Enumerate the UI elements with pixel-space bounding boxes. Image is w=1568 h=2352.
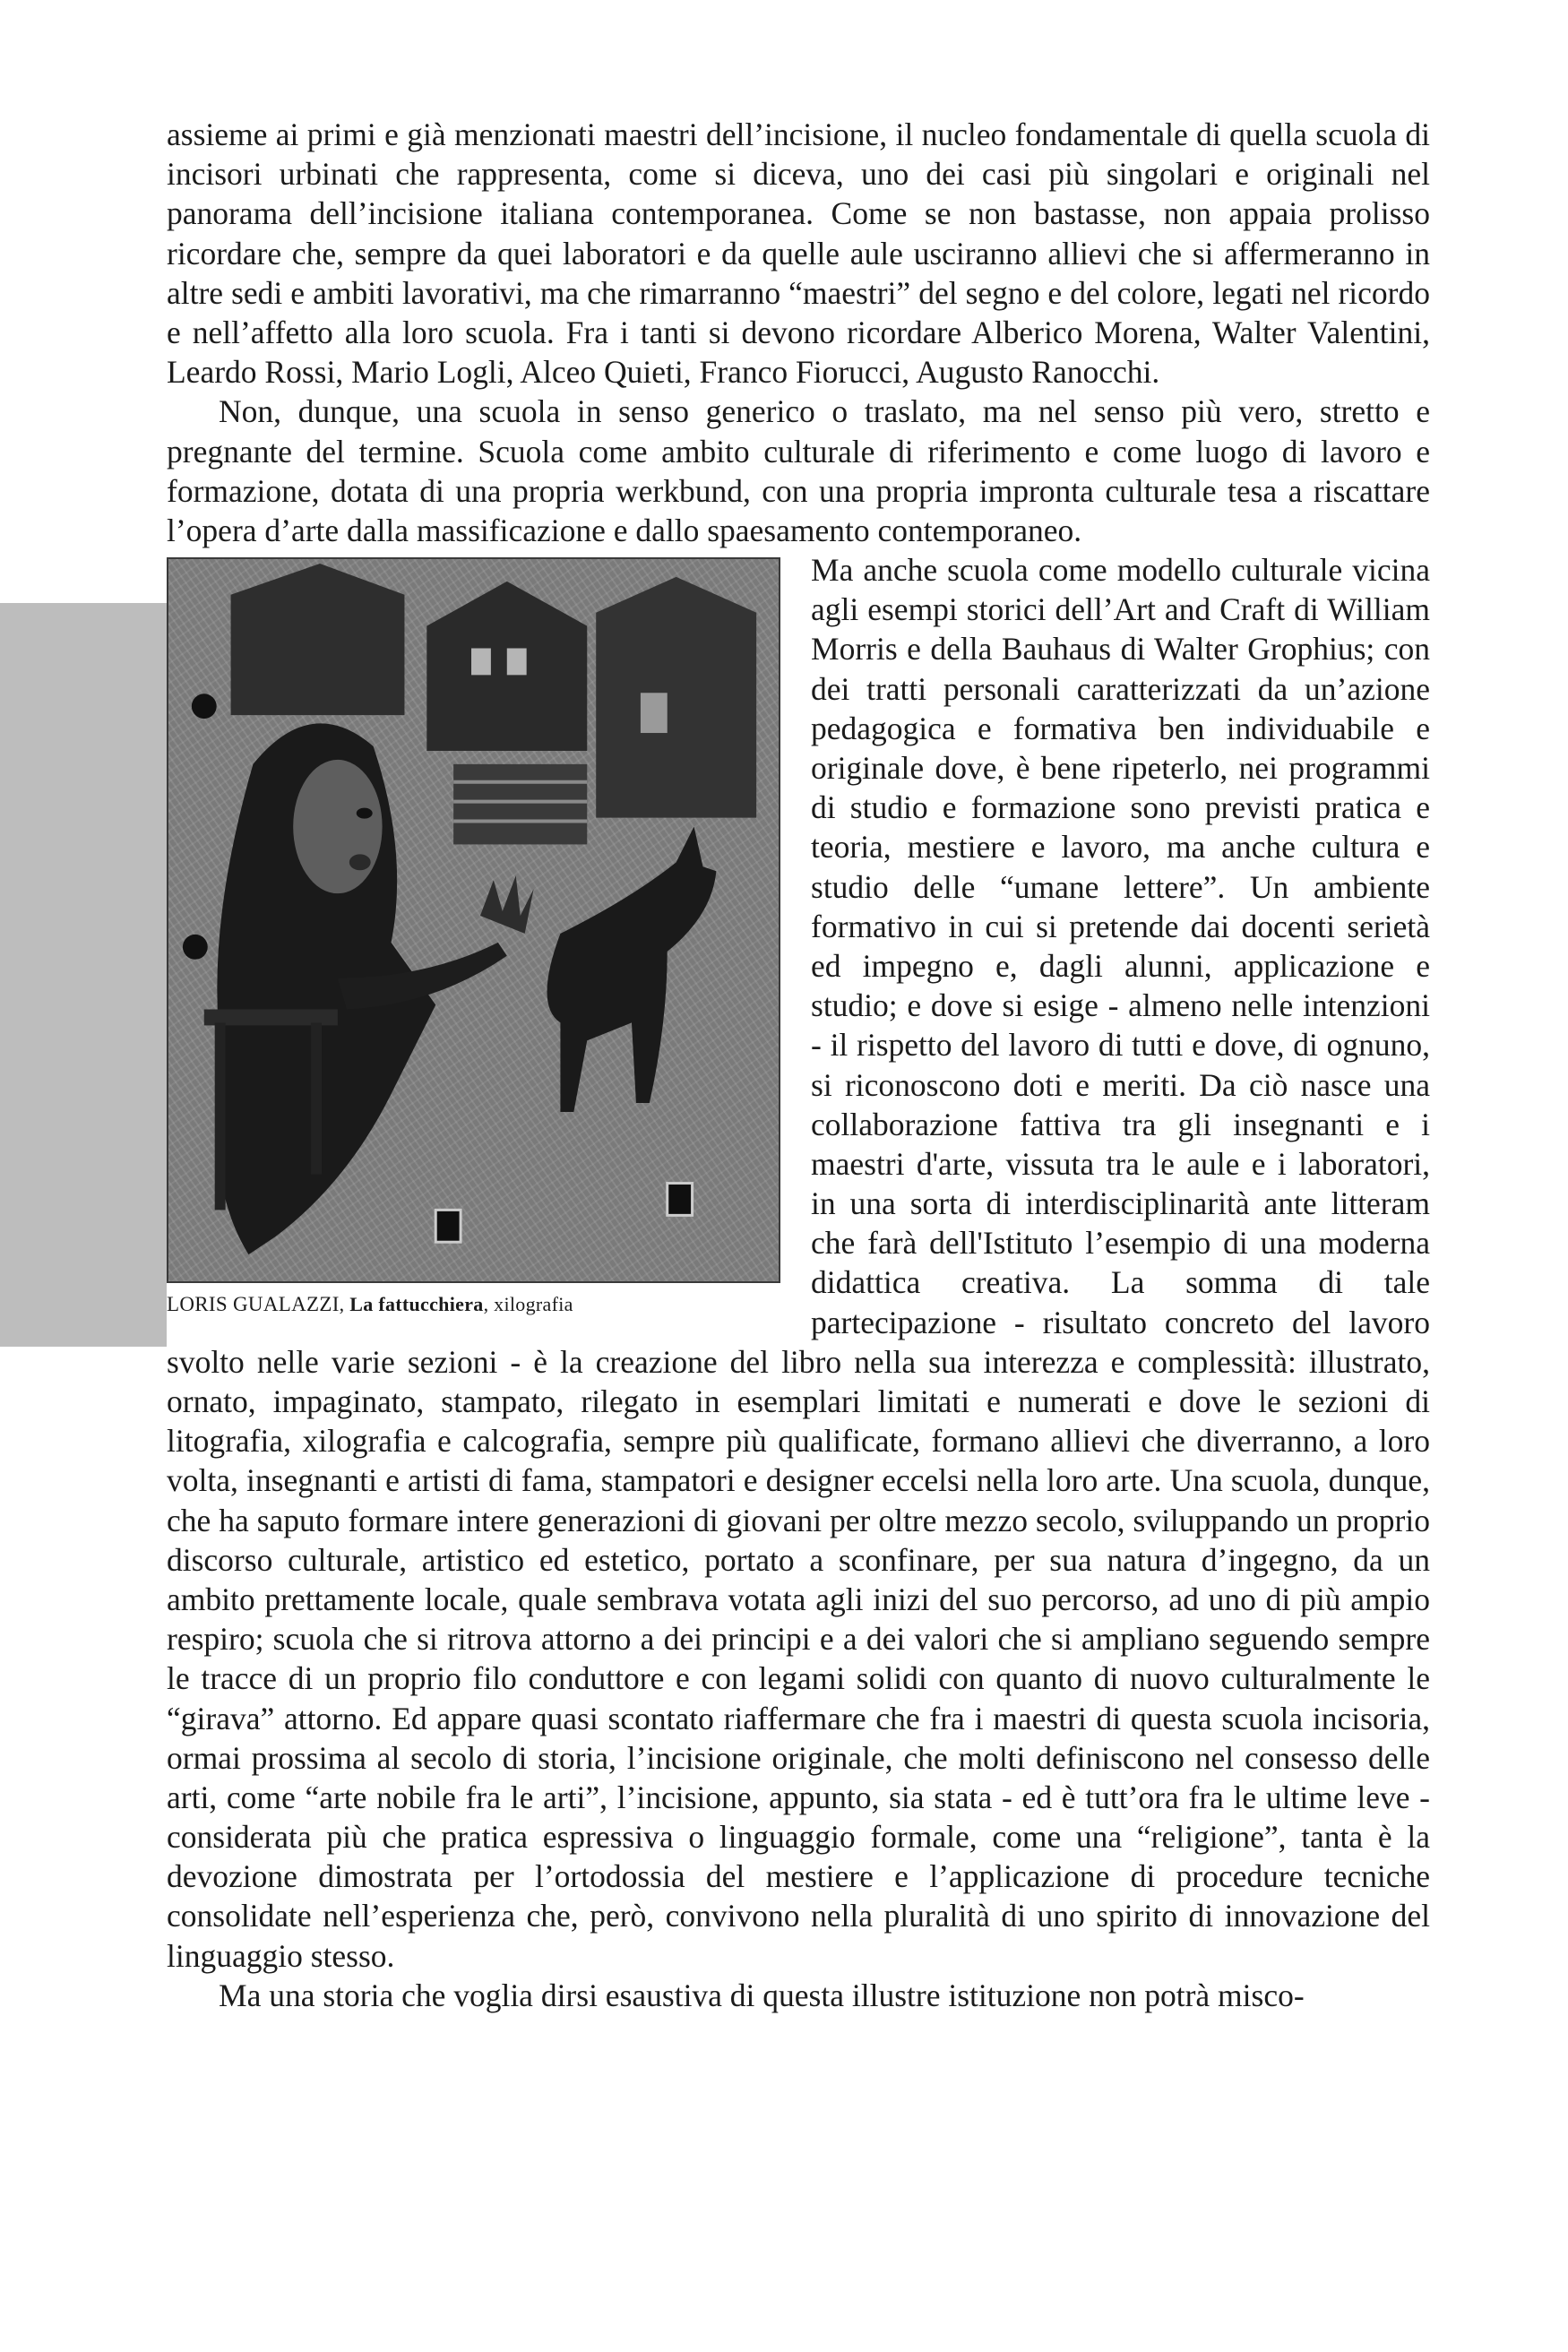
- figure-caption: [167, 1292, 780, 1318]
- woodcut-drawing: [168, 559, 779, 1281]
- caption-author: LORIS GUALAZZI: [167, 1293, 340, 1316]
- caption-work: La fattucchiera: [349, 1293, 484, 1316]
- paragraph-4: Ma una storia che voglia dirsi esaustiva di questa illustre istituzione non potrà misco-: [219, 1977, 1305, 2013]
- paragraph-2: Non, dunque, una scuola in senso generico o traslato, ma nel senso più vero, stretto e pregnante del termine. Scuola come ambito culturale di riferimento e come luogo di lavoro e formazione, dotata di una propria werkbund, con una propria impronta culturale tesa a riscattare l’opera d’arte dalla massificazione e dallo spaesamento contemporaneo.: [167, 393, 1430, 548]
- caption-technique: , xilografia: [483, 1293, 573, 1316]
- paragraph-1: assieme ai primi e già menzionati maestri dell’incisione, il nucleo fondamentale di quella scuola di incisori urbinati che rappresenta, come si diceva, uno dei casi più singolari e originali nel panorama dell’incisione italiana contemporanea. Come se non bastasse, non appaia prolisso ricordare che, sempre da quei laboratori e da quelle aule usciranno allievi che si affermeranno in altre sedi e ambiti lavorativi, ma che rimarranno “maestri” del segno e del colore, legati nel ricordo e nell’affetto alla loro scuola. Fra i tanti si devono ricordare Alberico Morena, Walter Valentini, Leardo Rossi, Mario Logli, Alceo Quieti, Franco Fiorucci, Augusto Ranocchi.: [167, 116, 1430, 391]
- woodcut-illustration: [167, 557, 780, 1283]
- body-text: [167, 115, 1430, 2015]
- gray-margin-band: [0, 603, 167, 1347]
- caption-comma: ,: [339, 1293, 350, 1316]
- figure: [167, 550, 780, 1330]
- paragraph-3: Ma anche scuola come modello culturale vicina agli esempi storici dell’Art and Craft di William Morris e della Bauhaus di Walter Grophius; con dei tratti personali caratterizzati da un’azione pedagogica e formativa ben individuabile e originale dove, è bene ripeterlo, nei programmi di studio e formazione sono previsti pratica e teoria, mestiere e lavoro, ma anche cultura e studio delle “umane lettere”. Un ambiente formativo in cui si pretende dai docenti serietà ed impegno e, dagli alunni, applicazione e studio; e dove si esige - almeno nelle intenzioni - il rispetto del lavoro di tutti e dove, di ognuno, si riconoscono doti e meriti. Da ciò nasce una collaborazione fattiva tra gli insegnanti e i maestri d'arte, vissuta tra le aule e i laboratori, in una sorta di interdisciplinarità ante litteram che farà dell'Istituto l’esempio di una moderna didattica creativa. La somma di tale partecipazione - risultato concreto del lavoro svolto nelle varie sezioni - è la creazione del libro nella sua interezza e complessità: illustrato, ornato, impaginato, stampato, rilegato in esemplari limitati e numerati e dove le sezioni di litografia, xilografia e calcografia, sempre più qualificate, formano allievi che diverranno, a loro volta, insegnanti e artisti di fama, stampatori e designer eccelsi nella loro arte. Una scuola, dunque, che ha saputo formare intere generazioni di giovani per oltre mezzo secolo, sviluppando un proprio discorso culturale, artistico ed estetico, portato a sconfinare, per sua natura d’ingegno, da un ambito prettamente locale, quale sembrava votata agli inizi del suo percorso, ad uno di più ampio respiro; scuola che si ritrova attorno a dei principi e a dei valori che si ampliano seguendo sempre le tracce di un proprio filo conduttore e con legami solidi con quanto di nuovo culturalmente le “girava” attorno. Ed appare quasi scontato riaffermare che fra i maestri di questa scuola incisoria, ormai prossima al secolo di storia, l’incisione originale, che molti definiscono nel consesso delle arti, come “arte nobile fra le arti”, l’incisione, appunto, sia stata - ed è tutt’ora fra le ultime leve - considerata più che pratica espressiva o linguaggio formale, come una “religione”, tanta è la devozione dimostrata per l’ortodossia del mestiere e l’applicazione di procedure tecniche consolidate nell’esperienza che, però, convivono nella pluralità di uno spirito di innovazione del linguaggio stesso.: [167, 552, 1430, 1974]
